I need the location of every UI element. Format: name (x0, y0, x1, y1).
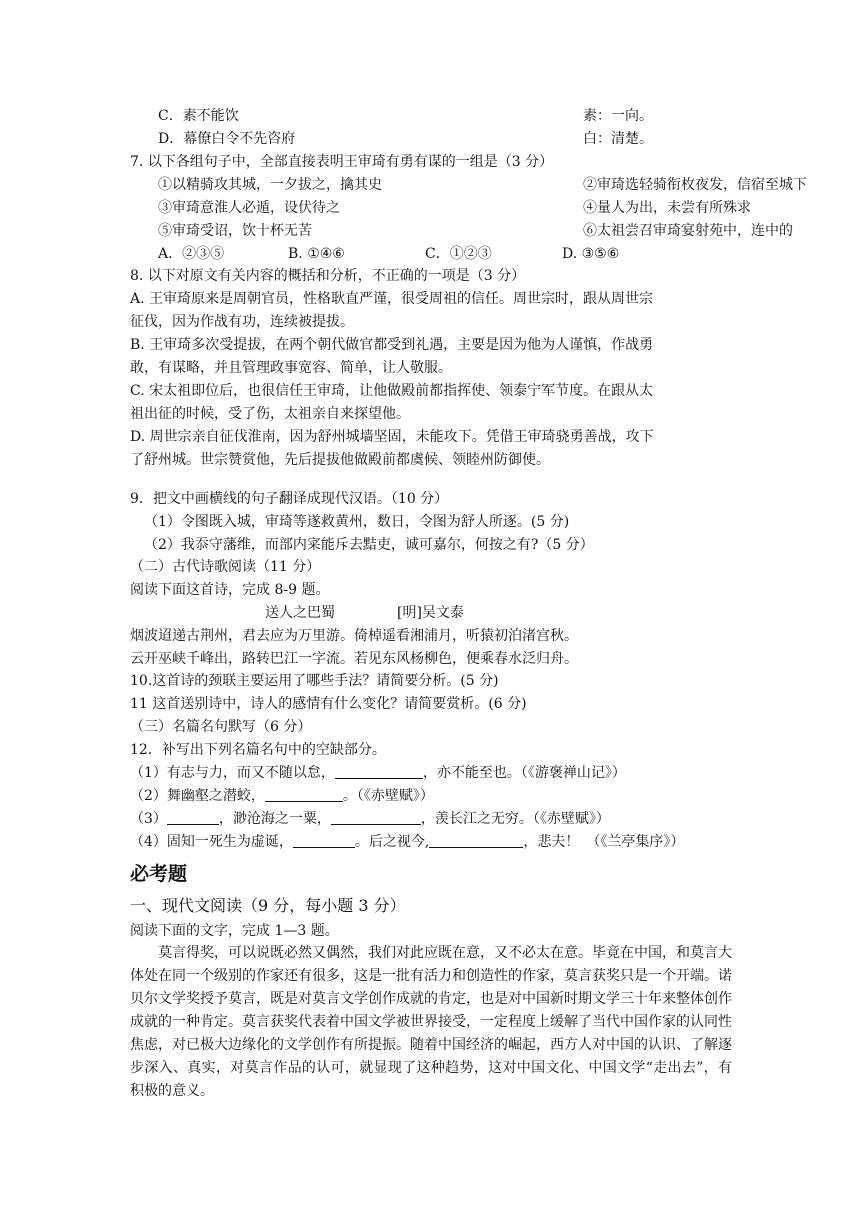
q7-choice-d: D. ③⑤⑥ (562, 246, 620, 262)
dictation-4-prefix: （4）固知一死生为虚诞， (130, 834, 293, 850)
dictation-3-prefix: （3） (130, 811, 167, 827)
q7-item-row-3 (158, 221, 793, 241)
q7-choice-b: B. ①④⑥ (288, 246, 345, 262)
q6-option-c-gloss: 素：一向。 (583, 108, 653, 124)
dictation-line-4 (130, 832, 684, 852)
dictation-section-heading: （三）名篇名句默写（6 分） (130, 719, 312, 735)
poem-title: 送人之巴蜀 (265, 605, 335, 621)
q11-stem: 11 这首送别诗中，诗人的感情有什么变化？请简要赏析。(6 分) (130, 696, 527, 712)
q6-option-d (158, 129, 653, 149)
q8-option-b-line2: 敢，有谋略，并且管理政事宽容、简单，让人敬服。 (130, 360, 452, 376)
q7-choice-c: C．①②③ (425, 246, 492, 262)
q8-option-b-line1: B. 王审琦多次受提拔，在两个朝代做官都受到礼遇，主要是因为他为人谨慎，作战勇 (130, 337, 654, 353)
dictation-1-suffix: ，亦不能至也。（《游褒禅山记》） (422, 765, 626, 781)
q8-option-c-line1: C. 宋太祖即位后，也很信任王审琦，让他做殿前都指挥使、领泰宁军节度。在跟从太 (130, 383, 654, 399)
dictation-2-prefix: （2）舞幽壑之潜蛟， (130, 788, 265, 804)
dictation-3-suffix: ，羡长江之无穷。（《赤壁赋》） (420, 811, 610, 827)
q7-choice-a: A．②③⑤ (158, 246, 225, 262)
q9-item-1: （1）令图既入城，审琦等遂救黄州，数日，令图为舒人所逐。(5 分) (144, 514, 570, 530)
dictation-4-middle: 。后之视今, (354, 834, 430, 850)
answer-blank[interactable] (335, 764, 423, 779)
q8-stem: 8. 以下对原文有关内容的概括和分析，不正确的一项是（3 分） (130, 268, 526, 284)
q7-item-5: ⑤审琦受诏，饮十杯无苦 (158, 223, 312, 239)
q7-item-4: ④量人为出，未尝有所殊求 (583, 200, 751, 216)
q7-item-3: ③审琦意淮人必遁，设伏待之 (158, 200, 340, 216)
answer-blank[interactable] (265, 787, 343, 802)
q7-stem: 7. 以下各组句子中，全部直接表明王审琦有勇有谋的一组是（3 分） (130, 154, 554, 170)
q6-option-c-text: C．素不能饮 (158, 108, 239, 124)
answer-blank[interactable] (331, 810, 421, 825)
q8-option-a-line2: 征伐，因为作战有功，连续被提拔。 (130, 314, 354, 330)
q7-item-1: ①以精骑攻其城，一夕拔之，擒其史 (158, 177, 382, 193)
poem-line-2: 云开巫峡千峰出，路转巴江一字流。若见东风杨柳色，便乘春水泛归舟。 (130, 651, 578, 667)
poem-author: [明]吴文泰 (397, 605, 464, 621)
q8-option-a-line1: A. 王审琦原来是周朝官员，性格耿直严谨，很受周祖的信任。周世宗时，跟从周世宗 (130, 291, 654, 307)
modern-reading-intro: 阅读下面的文字，完成 1—3 题。 (130, 923, 339, 939)
poetry-section-heading: （二）古代诗歌阅读（11 分） (130, 559, 321, 575)
q9-item-2: （2）我忝守藩维，而部内寀能斥去黠吏，诚可嘉尔，何按之有?（5 分） (144, 537, 594, 553)
q8-option-d-line1: D. 周世宗亲自征伐淮南，因为舒州城墙坚固，未能攻下。凭借王审琦骁勇善战，攻下 (130, 429, 654, 445)
q6-option-d-gloss: 白：清楚。 (583, 131, 653, 147)
q9-stem: 9．把文中画横线的句子翻译成现代汉语。（10 分） (130, 491, 449, 507)
dictation-line-2 (130, 786, 434, 806)
q7-item-row-1 (158, 175, 807, 195)
q7-item-row-2 (158, 198, 751, 218)
dictation-3-middle: ，渺沧海之一粟， (218, 811, 331, 827)
q7-item-2: ②审琦选轻骑衔枚夜发，信宿至城下 (583, 177, 807, 193)
q10-stem: 10.这首诗的颈联主要运用了哪些手法？请简要分析。(5 分) (130, 673, 499, 689)
answer-blank[interactable] (293, 833, 355, 848)
q6-option-c (158, 106, 653, 126)
q8-option-d-line2: 了舒州城。世宗赞赏他，先后提拔他做殿前都虞候、领睦州防御使。 (130, 452, 550, 468)
answer-blank[interactable] (429, 833, 523, 848)
poetry-intro: 阅读下面这首诗，完成 8-9 题。 (130, 582, 330, 598)
dictation-4-suffix: ，悲夫！ （《兰亭集序》） (523, 834, 685, 850)
q8-option-c-line2: 祖出征的时候，受了伤，太祖亲自来探望他。 (130, 406, 410, 422)
modern-reading-section-heading: 一、现代文阅读（9 分，每小题 3 分） (130, 896, 406, 915)
required-heading: 必考题 (130, 863, 188, 885)
dictation-1-prefix: （1）有志与力，而又不随以怠， (130, 765, 335, 781)
dictation-2-suffix: 。（《赤壁赋》） (342, 788, 434, 804)
answer-blank[interactable] (167, 810, 219, 825)
q6-option-d-text: D．幕僚白令不先咨府 (158, 131, 296, 147)
poem-line-1: 烟波迢递古荆州，君去应为万里游。倚棹遥看湘浦月，听猿初泊渚宫秋。 (130, 628, 578, 644)
dictation-line-1 (130, 763, 626, 783)
q7-item-6: ⑥太祖尝召审琦宴射苑中，连中的 (583, 223, 793, 239)
q12-stem: 12．补写出下列名篇名句中的空缺部分。 (130, 742, 386, 758)
reading-passage: 莫言得奖，可以说既必然又偶然，我们对此应既在意，又不必太在意。毕竟在中国，和莫言大体处在同一个级别的作家还有很多，这是一批有活力和创造性的作家，莫言获奖只是一个开端。诺贝尔文学奖授予莫言，既是对莫言文学创作成就的肯定，也是对中国新时期文学三十年来整体创作成就的一种肯定。莫言获奖代表着中国文学被世界接受，一定程度上缓解了当代中国作家的认同性焦虑，对已极大边缘化的文学创作有所提振。随着中国经济的崛起，西方人对中国的认识、了解逐步深入、真实，对莫言作品的认可，就显现了这种趋势，这对中国文化、中国文学“走出去”，有积极的意义。 (130, 945, 732, 1099)
dictation-line-3 (130, 809, 610, 829)
